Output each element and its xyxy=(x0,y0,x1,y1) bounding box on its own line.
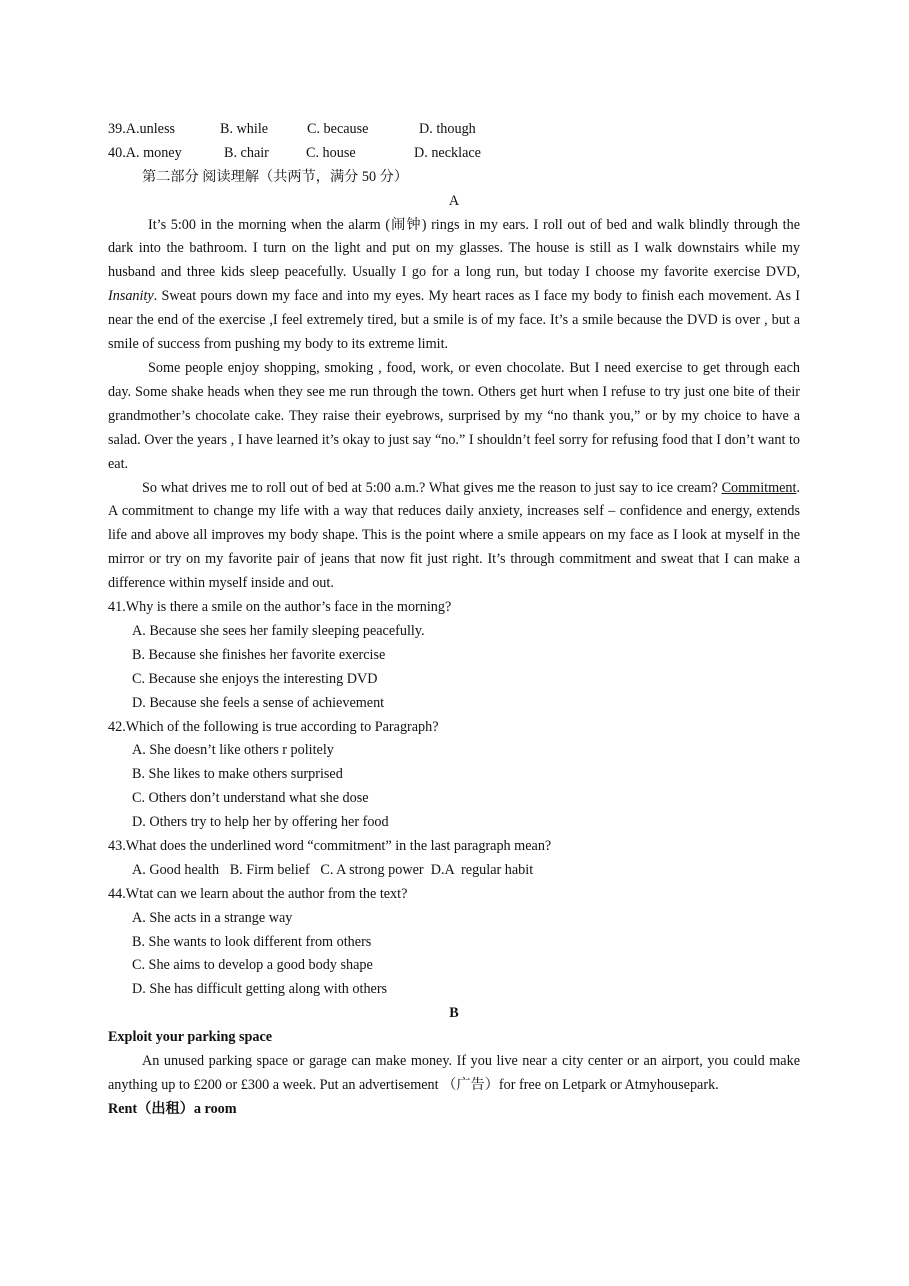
option-c: C. Because she enjoys the interesting DVD xyxy=(132,670,378,687)
passage-b-letter: B xyxy=(449,1005,459,1022)
option-a: A. She doesn’t like others r politely xyxy=(132,742,334,759)
option-c: C. house xyxy=(306,144,356,161)
question-44 xyxy=(108,883,800,1002)
passage-a-paragraph-2: Some people enjoy shopping, smoking , food, work, or even chocolate. But I need exercise to get through each day. Some shake heads when they see me run through the town. Others get hurt when I refuse to try just one bite of their grandmother’s chocolate cake. They raise their eyebrows, surprised by my “no thank you,” or by my choice to have a salad. Over the years , I have learned it’s okay to just say “no.” I shouldn’t feel sorry for refusing food that I don’t want to eat. xyxy=(108,360,800,472)
option-b: B. She likes to make others surprised xyxy=(132,766,343,783)
question-stem: 44.Wtat can we learn about the author from the text? xyxy=(108,885,408,902)
question-42 xyxy=(108,716,800,835)
question-41 xyxy=(108,596,800,715)
question-stem: 41.Why is there a smile on the author’s face in the morning? xyxy=(108,599,452,616)
section-title: 第二部分 阅读理解（共两节，满分 50 分） xyxy=(142,168,409,185)
option-a: 39.A.unless xyxy=(108,121,175,137)
question-39-options xyxy=(108,118,800,142)
option-d: D. Others try to help her by offering her food xyxy=(132,814,389,831)
question-stem: 43.What does the underlined word “commitment” in the last paragraph mean? xyxy=(108,837,552,854)
passage-a-paragraph-3: So what drives me to roll out of bed at 5:00 a.m.? What gives me the reason to just say to ice cream? Commitment. A commitment to change my life with a way that reduces daily anxiety, increases self – confidence and energy, extends life and above all improves my body shape. This is the point where a smile appears on my face as I look at myself in the mirror or try on my favorite pair of jeans that now fit just right. It’s through commitment and sweat that I can make a difference within myself inside and out. xyxy=(108,479,800,592)
option-a: 40.A. money xyxy=(108,144,182,161)
passage-b-heading-2: Rent（出租）a room xyxy=(108,1100,237,1117)
option-d: D. though xyxy=(419,121,476,137)
option-b: B. Because she finishes her favorite exercise xyxy=(132,646,386,663)
passage-a-letter: A xyxy=(448,192,460,209)
option-a: A. She acts in a strange way xyxy=(132,909,293,926)
option-c: C. because xyxy=(307,121,369,137)
underlined-word: Commitment xyxy=(721,479,797,496)
option-c: C. She aims to develop a good body shape xyxy=(132,957,373,974)
dvd-title: Insanity xyxy=(108,288,154,305)
option-d: D. Because she feels a sense of achievement xyxy=(132,694,385,711)
option-a: A. Because she sees her family sleeping peacefully. xyxy=(132,622,425,639)
question-43 xyxy=(108,835,800,883)
option-b: B. while xyxy=(220,121,269,137)
option-c: C. Others don’t understand what she dose xyxy=(132,790,369,807)
exam-page xyxy=(108,118,800,1122)
option-d: D. She has difficult getting along with others xyxy=(132,981,388,998)
passage-b-heading-1: Exploit your parking space xyxy=(108,1029,273,1046)
options-line: A. Good health B. Firm belief C. A strong power D.A regular habit xyxy=(132,861,534,878)
passage-b-paragraph-1: An unused parking space or garage can make money. If you live near a city center or an airport, you could make anything up to £200 or £300 a week. Put an advertisement （广告）for free on Letpark or Atmyhousepark. xyxy=(108,1052,800,1093)
passage-a-paragraph-1: It’s 5:00 in the morning when the alarm (闹钟) rings in my ears. I roll out of bed and walk blindly through the dark into the bathroom. I turn on the light and put on my glasses. The house is still as I walk downstairs while my husband and three kids sleep peacefully. Usually I go for a long run, but today I choose my favorite exercise DVD, Insanity. Sweat pours down my face and into my eyes. My heart races as I face my body to finish each movement. As I near the end of the exercise ,I feel extremely tired, but a smile is of my face. It’s a smile because the DVD is over , but a smile of success from pushing my body to its extreme limit. xyxy=(108,216,800,353)
question-40-options xyxy=(108,142,800,166)
option-d: D. necklace xyxy=(414,144,481,161)
option-b: B. chair xyxy=(224,144,269,161)
question-stem: 42.Which of the following is true according to Paragraph? xyxy=(108,718,439,735)
option-b: B. She wants to look different from others xyxy=(132,933,372,950)
